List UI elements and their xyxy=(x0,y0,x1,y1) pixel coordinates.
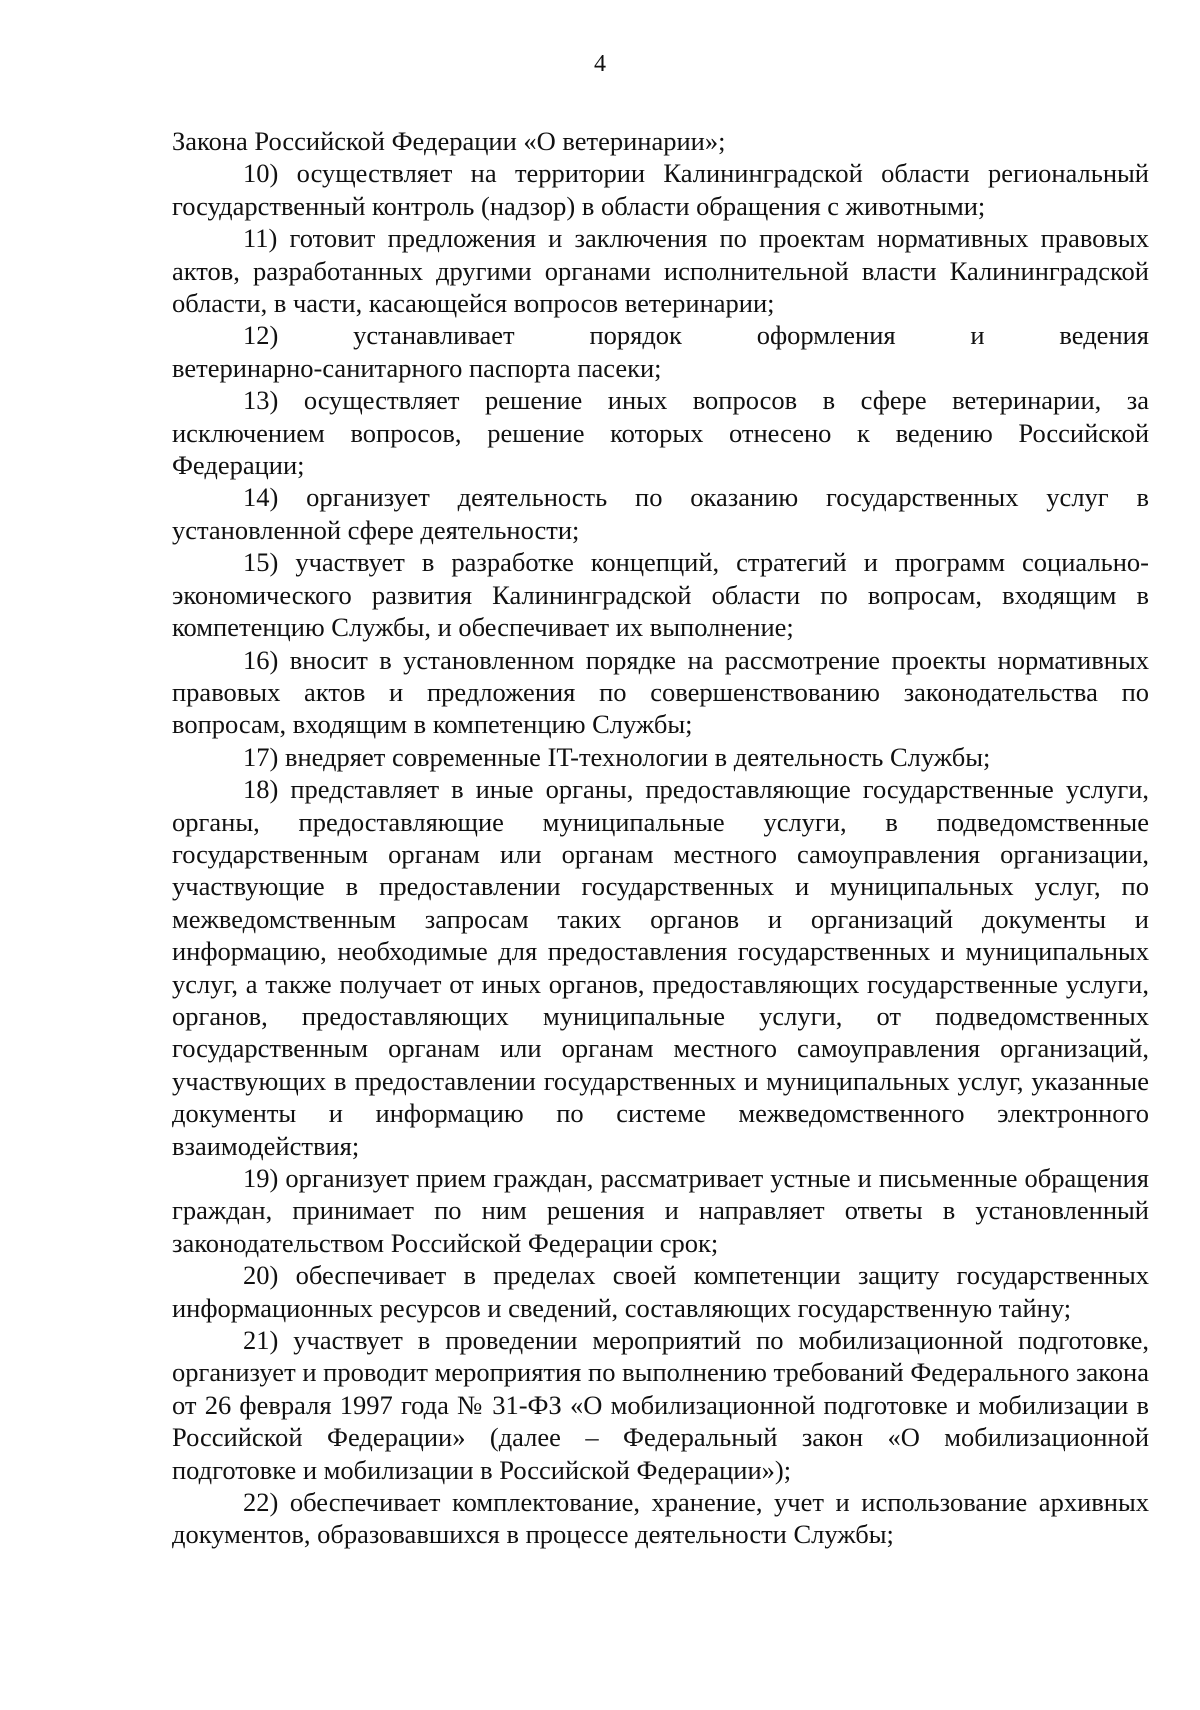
paragraph-item-22: 22) обеспечивает комплектование, хранение, учет и использование архивных документов, образовавшихся в процессе деятельности Службы; xyxy=(172,1487,1149,1550)
paragraph-item-12-line-1: 12) устанавливает порядок оформления и ведения xyxy=(243,320,1149,351)
document-body xyxy=(172,125,1149,1551)
paragraph-item-21: 21) участвует в проведении мероприятий по мобилизационной подготовке, организует и проводит мероприятия по выполнению требований Федерального закона от 26 февраля 1997 года № 31-ФЗ «О мобилизационной подготовке и мобилизации в Российской Федерации» (далее – Федеральный закон «О мобилизационной подготовке и мобилизации в Российской Федерации»); xyxy=(172,1325,1149,1485)
paragraph-item-18: 18) представляет в иные органы, предоставляющие государственные услуги, органы, предоставляющие муниципальные услуги, в подведомственные государственным органам или органам местного самоуправления организации, участвующие в предоставлении государственных и муниципальных услуг, по межведомственным запросам таких органов и организаций документы и информацию, необходимые для предоставления государственных и муниципальных услуг, а также получает от иных органов, предоставляющих государственные услуги, органов, предоставляющих муниципальные услуги, от подведомственных государственным органам или органам местного самоуправления организаций, участвующих в предоставлении государственных и муниципальных услуг, указанные документы и информацию по системе межведомственного электронного взаимодействия; xyxy=(172,774,1149,1161)
paragraph-continuation: Закона Российской Федерации «О ветеринарии»; xyxy=(172,126,726,156)
paragraph-item-12-line-2: ветеринарно-санитарного паспорта пасеки; xyxy=(172,352,662,383)
paragraph-item-19: 19) организует прием граждан, рассматривает устные и письменные обращения граждан, принимает по ним решения и направляет ответы в установленный законодательством Российской Федерации срок; xyxy=(172,1163,1149,1258)
paragraph-item-11: 11) готовит предложения и заключения по проектам нормативных правовых актов, разработанных другими органами исполнительной власти Калининградской области, в части, касающейся вопросов ветеринарии; xyxy=(172,223,1149,319)
paragraph-item-16: 16) вносит в установленном порядке на рассмотрение проекты нормативных правовых актов и предложения по совершенствованию законодательства по вопросам, входящим в компетенцию Службы; xyxy=(172,644,1149,740)
paragraph-item-13: 13) осуществляет решение иных вопросов в сфере ветеринарии, за исключением вопросов, решение которых отнесено к ведению Российской Федерации; xyxy=(172,385,1149,481)
paragraph-item-15: 15) участвует в разработке концепций, стратегий и программ социально-экономического развития Калининградской области по вопросам, входящим в компетенцию Службы, и обеспечивает их выполнение; xyxy=(172,547,1149,643)
paragraph-item-20: 20) обеспечивает в пределах своей компетенции защиту государственных информационных ресурсов и сведений, составляющих государственную тайну; xyxy=(172,1260,1149,1323)
paragraph-item-17: 17) внедряет современные IT-технологии в деятельность Службы; xyxy=(243,741,991,772)
paragraph-item-14: 14) организует деятельность по оказанию государственных услуг в установленной сфере деятельности; xyxy=(172,482,1149,545)
paragraph-item-10: 10) осуществляет на территории Калининградской области региональный государственный контроль (надзор) в области обращения с животными; xyxy=(172,158,1149,221)
page-number: 4 xyxy=(594,51,606,77)
